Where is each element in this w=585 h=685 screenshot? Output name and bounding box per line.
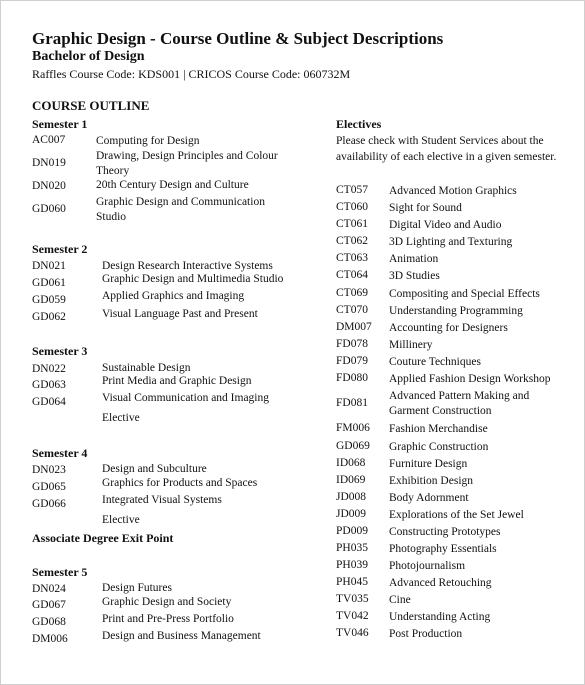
elective-name: Digital Video and Audio bbox=[389, 219, 502, 231]
elective-code: DM007 bbox=[336, 321, 372, 333]
course-codes: Raffles Course Code: KDS001 | CRICOS Course Code: 060732M bbox=[32, 67, 351, 81]
subject-name: Graphic Design and Multimedia Studio bbox=[102, 273, 284, 285]
subject-code: GD060 bbox=[32, 203, 66, 215]
subject-code: GD061 bbox=[32, 277, 66, 289]
course-outline-heading: COURSE OUTLINE bbox=[32, 98, 150, 113]
elective-code: GD069 bbox=[336, 440, 370, 452]
elective-code: CT069 bbox=[336, 287, 368, 299]
semester-heading: Semester 5 bbox=[32, 565, 88, 579]
elective-code: CT060 bbox=[336, 201, 368, 213]
elective-name: Sight for Sound bbox=[389, 202, 462, 214]
elective-name: Furniture Design bbox=[389, 458, 468, 470]
elective-code: ID069 bbox=[336, 474, 366, 486]
elective-name: Cine bbox=[389, 594, 411, 606]
elective-code: FD080 bbox=[336, 372, 368, 384]
elective-name: Graphic Construction bbox=[389, 441, 489, 453]
elective-code: PH039 bbox=[336, 559, 368, 571]
subject-name: Drawing, Design Principles and Colour Theory bbox=[96, 150, 278, 177]
elective-code: PD009 bbox=[336, 525, 368, 537]
subject-name: Visual Language Past and Present bbox=[102, 308, 258, 320]
semester-heading: Semester 4 bbox=[32, 446, 88, 460]
subject-name: Graphic Design and Society bbox=[102, 596, 232, 608]
elective-placeholder: Elective bbox=[102, 412, 140, 424]
subject-code: DN022 bbox=[32, 363, 66, 375]
elective-name: 3D Studies bbox=[389, 270, 440, 282]
elective-code: CT062 bbox=[336, 235, 368, 247]
elective-code: TV046 bbox=[336, 627, 369, 639]
subject-name: Applied Graphics and Imaging bbox=[102, 290, 245, 302]
elective-name: Advanced Retouching bbox=[389, 577, 492, 589]
elective-name: Constructing Prototypes bbox=[389, 526, 501, 538]
subject-code: DN023 bbox=[32, 464, 66, 476]
elective-name: Post Production bbox=[389, 628, 463, 640]
subject-code: GD068 bbox=[32, 616, 66, 628]
elective-name: Accounting for Designers bbox=[389, 322, 508, 334]
electives-note: Please check with Student Services about the availability of each elective in a given semester. bbox=[336, 135, 557, 163]
subject-name: Design Futures bbox=[102, 582, 172, 594]
subject-code: GD067 bbox=[32, 599, 66, 611]
subject-name: Print Media and Graphic Design bbox=[102, 375, 252, 387]
elective-name: Understanding Programming bbox=[389, 305, 523, 317]
exit-point-heading: Associate Degree Exit Point bbox=[32, 531, 174, 545]
subject-code: GD059 bbox=[32, 294, 66, 306]
elective-code: ID068 bbox=[336, 457, 366, 469]
elective-code: FM006 bbox=[336, 422, 370, 434]
elective-name: Advanced Motion Graphics bbox=[389, 185, 517, 197]
elective-code: FD081 bbox=[336, 397, 368, 409]
subject-name: Design and Subculture bbox=[102, 463, 207, 475]
elective-code: CT063 bbox=[336, 252, 368, 264]
subject-code: GD065 bbox=[32, 481, 66, 493]
subject-name: Visual Communication and Imaging bbox=[102, 392, 269, 404]
elective-name: Fashion Merchandise bbox=[389, 423, 488, 435]
subject-code: DN021 bbox=[32, 260, 66, 272]
subject-name: 20th Century Design and Culture bbox=[96, 179, 249, 191]
semester-heading: Semester 3 bbox=[32, 344, 88, 358]
elective-name: Explorations of the Set Jewel bbox=[389, 509, 524, 521]
subject-code: DN019 bbox=[32, 157, 66, 169]
subject-name: Sustainable Design bbox=[102, 362, 191, 374]
subject-code: GD066 bbox=[32, 498, 66, 510]
elective-name: Millinery bbox=[389, 339, 433, 351]
subject-name: Design and Business Management bbox=[102, 630, 261, 642]
elective-name: Couture Techniques bbox=[389, 356, 481, 368]
subject-code: GD064 bbox=[32, 396, 66, 408]
elective-name: Understanding Acting bbox=[389, 611, 491, 623]
elective-code: TV035 bbox=[336, 593, 369, 605]
document-title: Graphic Design - Course Outline & Subject Descriptions bbox=[32, 29, 444, 48]
elective-name: Advanced Pattern Making and Garment Construction bbox=[389, 390, 530, 417]
elective-code: JD008 bbox=[336, 491, 367, 503]
elective-code: PH045 bbox=[336, 576, 368, 588]
elective-name: Animation bbox=[389, 253, 439, 265]
elective-name: Exhibition Design bbox=[389, 475, 474, 487]
elective-name: Body Adornment bbox=[389, 492, 469, 504]
subject-name: Design Research Interactive Systems bbox=[102, 260, 273, 272]
semester-heading: Semester 2 bbox=[32, 242, 88, 256]
elective-code: CT064 bbox=[336, 269, 368, 281]
subject-code: GD062 bbox=[32, 311, 66, 323]
subject-code: DN024 bbox=[32, 583, 66, 595]
electives-heading: Electives bbox=[336, 117, 382, 131]
elective-code: FD078 bbox=[336, 338, 368, 350]
elective-code: TV042 bbox=[336, 610, 369, 622]
elective-code: JD009 bbox=[336, 508, 367, 520]
elective-code: CT057 bbox=[336, 184, 368, 196]
elective-name: Applied Fashion Design Workshop bbox=[389, 373, 551, 385]
elective-code: PH035 bbox=[336, 542, 368, 554]
elective-name: 3D Lighting and Texturing bbox=[389, 236, 513, 248]
elective-name: Photojournalism bbox=[389, 560, 466, 572]
elective-code: CT070 bbox=[336, 304, 368, 316]
semester-heading: Semester 1 bbox=[32, 117, 88, 131]
subject-code: DN020 bbox=[32, 180, 66, 192]
degree-name: Bachelor of Design bbox=[32, 49, 145, 64]
elective-code: CT061 bbox=[336, 218, 368, 230]
elective-name: Photography Essentials bbox=[389, 543, 497, 555]
subject-code: DM006 bbox=[32, 633, 68, 645]
elective-placeholder: Elective bbox=[102, 514, 140, 526]
elective-name: Compositing and Special Effects bbox=[389, 288, 540, 300]
subject-name: Print and Pre-Press Portfolio bbox=[102, 613, 234, 625]
subject-name: Graphics for Products and Spaces bbox=[102, 477, 258, 489]
subject-code: GD063 bbox=[32, 379, 66, 391]
subject-code: AC007 bbox=[32, 134, 66, 146]
subject-name: Integrated Visual Systems bbox=[102, 494, 222, 506]
subject-name: Graphic Design and Communication Studio bbox=[96, 196, 265, 223]
subject-name: Computing for Design bbox=[96, 135, 200, 147]
elective-code: FD079 bbox=[336, 355, 368, 367]
